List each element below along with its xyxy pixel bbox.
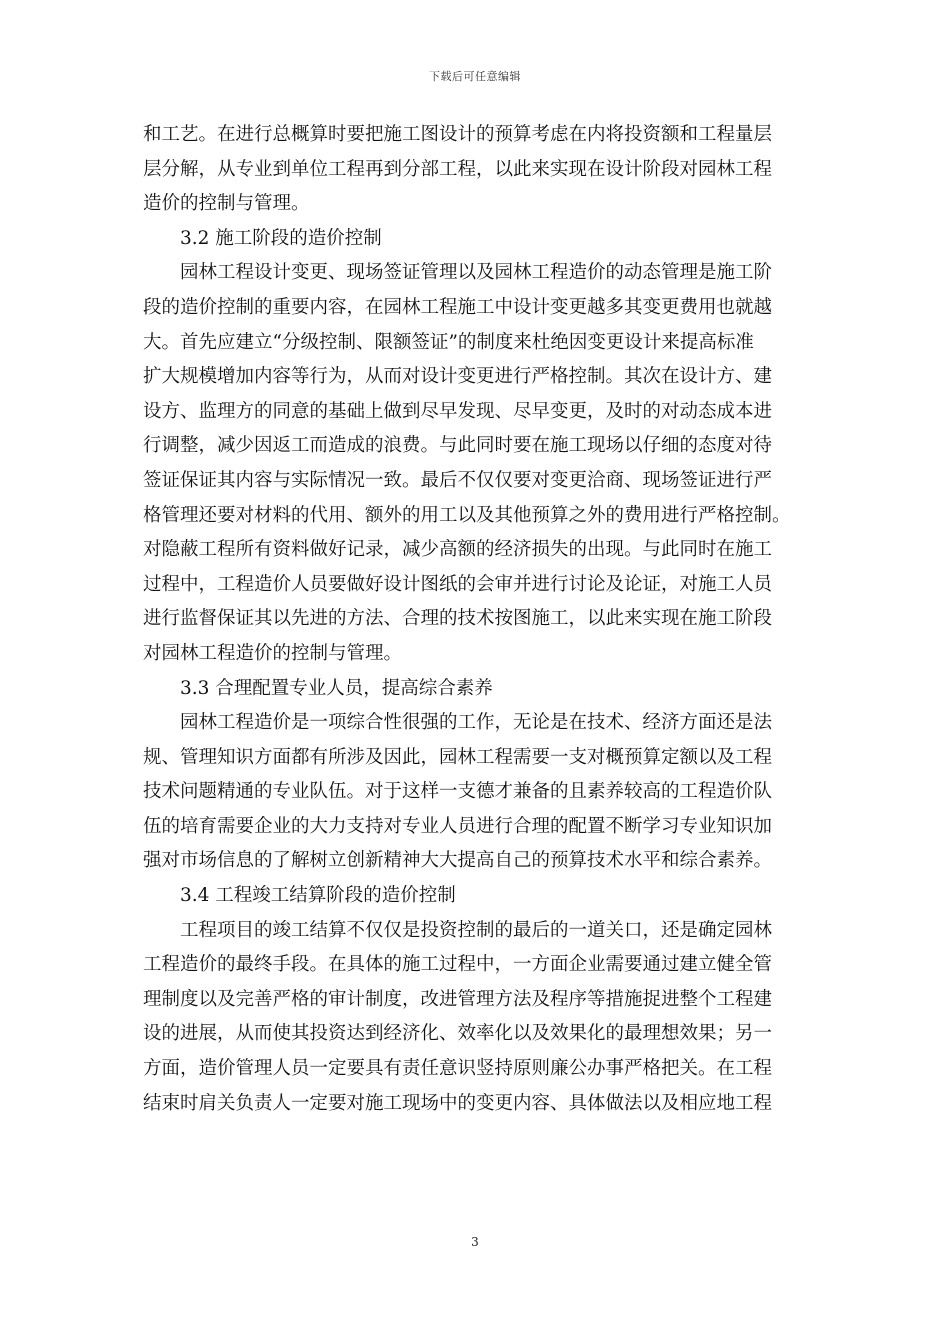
text-line: 造价的控制与管理。: [143, 193, 310, 215]
paragraph-intro-continued: [143, 118, 813, 222]
text-line: 伍的培育需要企业的大力支持对专业人员进行合理的配置不断学习专业知识加: [143, 815, 773, 837]
paragraph-construction-stage: [143, 256, 813, 671]
text-line: 扩大规模增加内容等行为，从而对设计变更进行严格控制。其次在设计方、建: [143, 366, 773, 388]
text-line: 工程项目的竣工结算不仅仅是投资控制的最后的一道关口，还是确定园林: [180, 919, 773, 941]
text-line: 对隐蔽工程所有资料做好记录，减少高额的经济损失的出现。与此同时在施工: [143, 539, 773, 561]
text-line: 和工艺。在进行总概算时要把施工图设计的预算考虑在内将投资额和工程量层: [143, 124, 773, 145]
text-line: 方面，造价管理人员一定要具有责任意识竖持原则廉公办事严格把关。在工程: [143, 1058, 773, 1080]
text-line: 层分解，从专业到单位工程再到分部工程，以此来实现在设计阶段对园林工程: [143, 158, 773, 180]
paragraph-final-settlement: [143, 914, 813, 1122]
text-line: 强对市场信息的了解树立创新精神大大提高自己的预算技术水平和综合素养。: [143, 850, 773, 872]
document-body: [143, 118, 813, 1121]
text-line: 园林工程造价是一项综合性很强的工作，无论是在技术、经济方面还是法: [180, 712, 773, 734]
text-line: 签证保证其内容与实际情况一致。最后不仅仅要对变更洽商、现场签证进行严: [143, 469, 773, 491]
section-heading-3-3: 3.3 合理配置专业人员，提高综合素养: [180, 677, 493, 699]
text-line: 大。首先应建立“分级控制、限额签证”的制度来杜绝因变更设计来提高标准: [143, 331, 754, 353]
text-line: 进行监督保证其以先进的方法、合理的技术按图施工，以此来实现在施工阶段: [143, 608, 773, 630]
text-line: 对园林工程造价的控制与管理。: [143, 642, 403, 664]
page-header: 下载后可任意编辑: [429, 70, 521, 83]
text-line: 规、管理知识方面都有所涉及因此，园林工程需要一支对概预算定额以及工程: [143, 746, 773, 768]
text-line: 设的进展，从而使其投资达到经济化、效率化以及效果化的最理想效果；另一: [143, 1023, 773, 1045]
section-heading-3-2: 3.2 施工阶段的造价控制: [180, 227, 382, 249]
text-line: 结束时肩关负责人一定要对施工现场中的变更内容、具体做法以及相应地工程: [143, 1092, 773, 1114]
text-line: 格管理还要对材料的代用、额外的用工以及其他预算之外的费用进行严格控制。: [143, 504, 791, 526]
page-number: 3: [471, 1235, 479, 1249]
text-line: 园林工程设计变更、现场签证管理以及园林工程造价的动态管理是施工阶: [180, 262, 773, 284]
text-line: 过程中，工程造价人员要做好设计图纸的会审并进行讨论及论证，对施工人员: [143, 573, 773, 595]
section-heading-3-4: 3.4 工程竣工结算阶段的造价控制: [180, 885, 456, 907]
text-line: 理制度以及完善严格的审计制度，改进管理方法及程序等措施捉进整个工程建: [143, 988, 773, 1010]
text-line: 设方、监理方的同意的基础上做到尽早发现、尽早变更，及时的对动态成本进: [143, 400, 773, 422]
text-line: 行调整，减少因返工而造成的浪费。与此同时要在施工现场以仔细的态度对待: [143, 435, 773, 457]
paragraph-staffing: [143, 706, 813, 879]
text-line: 工程造价的最终手段。在具体的施工过程中，一方面企业需要通过建立健全管: [143, 954, 773, 976]
text-line: 段的造价控制的重要内容，在园林工程施工中设计变更越多其变更费用也就越: [143, 296, 773, 318]
text-line: 技术问题精通的专业队伍。对于这样一支德才兼备的且素养较高的工程造价队: [143, 781, 773, 803]
